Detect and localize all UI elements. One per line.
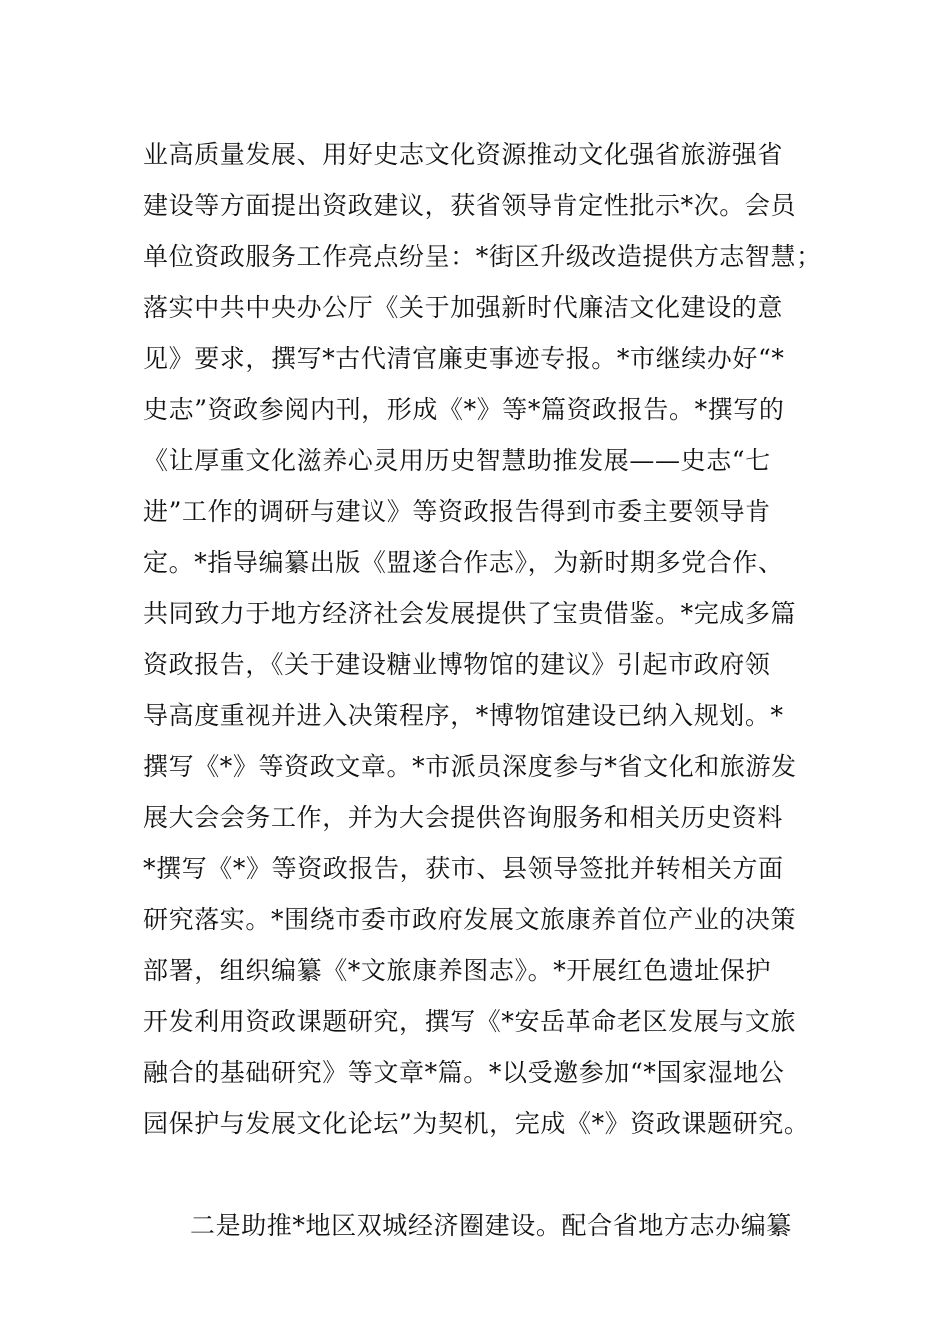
paragraph-line: 业高质量发展、用好史志文化资源推动文化强省旅游强省 (143, 140, 784, 169)
paragraph-line: 研究落实。*围绕市委市政府发展文旅康养首位产业的决策 (143, 905, 797, 934)
paragraph-line: 部署，组织编纂《*文旅康养图志》。*开展红色遗址保护 (143, 956, 772, 985)
paragraph-line: 进”工作的调研与建议》等资政报告得到市委主要领导肯 (143, 497, 771, 526)
paragraph-line: 资政报告，《关于建设糖业博物馆的建议》引起市政府领 (143, 650, 771, 679)
paragraph-line: 导高度重视并进入决策程序，*博物馆建设已纳入规划。* (143, 701, 784, 730)
paragraph-line: 展大会会务工作，并为大会提供咨询服务和相关历史资料 (143, 803, 784, 832)
paragraph-line: 共同致力于地方经济社会发展提供了宝贵借鉴。*完成多篇 (143, 599, 797, 628)
paragraph-line: 落实中共中央办公厅《关于加强新时代廉洁文化建设的意 (143, 293, 784, 322)
paragraph-line: 《让厚重文化滋养心灵用历史智慧助推发展——史志“七 (143, 446, 771, 475)
paragraph-line: 融合的基础研究》等文章*篇。*以受邀参加“*国家湿地公 (143, 1058, 785, 1087)
paragraph-line: 史志”资政参阅内刊，形成《*》等*篇资政报告。*撰写的 (143, 395, 785, 424)
paragraph-line: 园保护与发展文化论坛”为契机，完成《*》资政课题研究。 (143, 1109, 810, 1138)
paragraph-line: 二是助推*地区双城经济圈建设。配合省地方志办编纂 (190, 1211, 792, 1240)
paragraph-line: 撰写《*》等资政文章。*市派员深度参与*省文化和旅游发 (143, 752, 797, 781)
paragraph-line: 见》要求，撰写*古代清官廉吏事迹专报。*市继续办好“* (143, 344, 785, 373)
paragraph-line: 开发利用资政课题研究，撰写《*安岳革命老区发展与文旅 (143, 1007, 797, 1036)
paragraph-line: 建设等方面提出资政建议，获省领导肯定性批示*次。会员 (143, 191, 797, 220)
paragraph-line: *撰写《*》等资政报告，获市、县领导签批并转相关方面 (143, 854, 784, 883)
paragraph-line: 定。*指导编纂出版《盟遂合作志》，为新时期多党合作、 (143, 548, 784, 577)
paragraph-line: 单位资政服务工作亮点纷呈：*街区升级改造提供方志智慧； (143, 242, 822, 271)
